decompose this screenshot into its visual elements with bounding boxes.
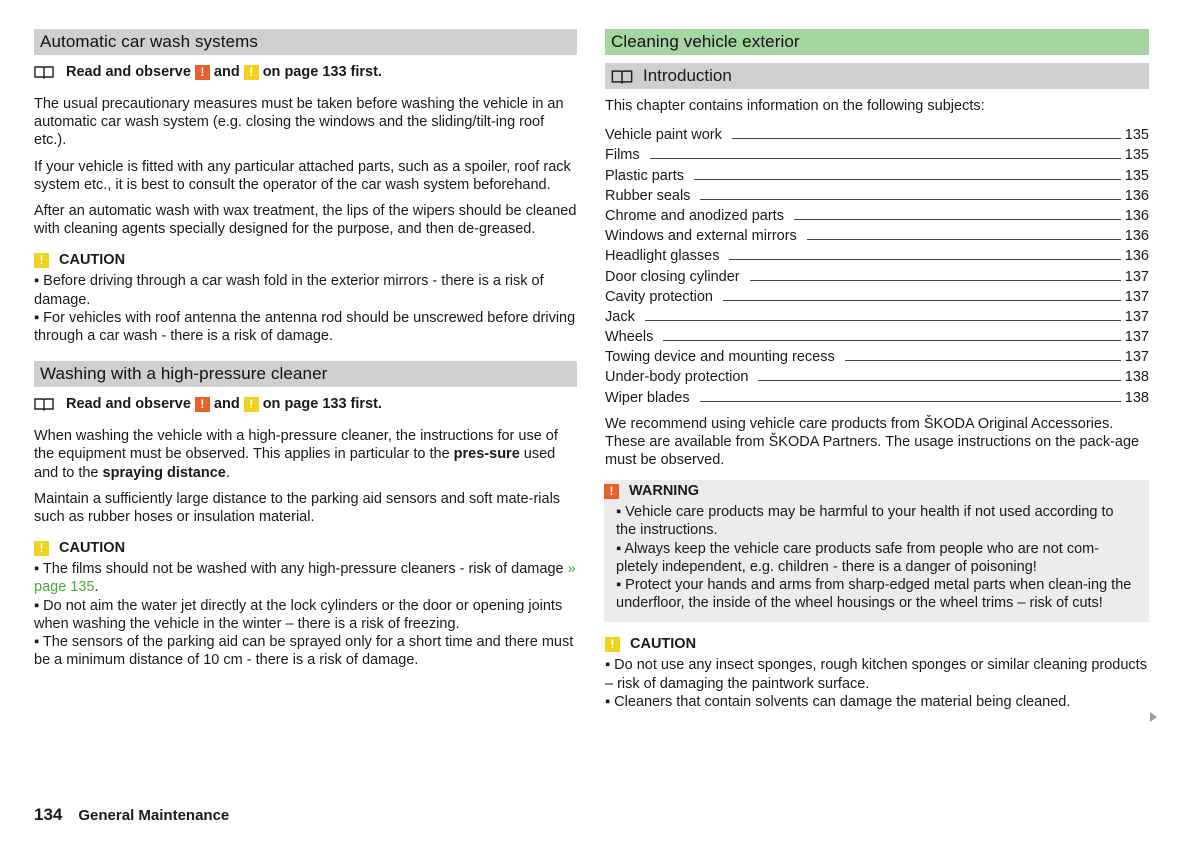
caution-text: The sensors of the parking aid can be sprayed only for a short time and there must be a minimum distance of 10 cm - there is a risk of damage. bbox=[34, 634, 574, 669]
caution-text: Do not use any insect sponges, rough kitchen sponges or similar cleaning products – risk of damaging the paintwork surface. bbox=[605, 657, 1147, 692]
caution-bullet: ▪ For vehicles with roof antenna the antenna rod should be unscrewed before driving through a car wash - there is a risk of damage. bbox=[34, 309, 576, 345]
read-prefix: Read and observe bbox=[66, 396, 191, 413]
introduction-title: Introduction bbox=[643, 66, 732, 85]
toc-page-number: 137 bbox=[1124, 349, 1149, 366]
toc-label: Towing device and mounting recess bbox=[605, 349, 835, 366]
read-and-observe-note bbox=[34, 63, 577, 81]
toc-label: Wiper blades bbox=[605, 389, 690, 406]
caution-label: CAUTION bbox=[59, 252, 126, 269]
warning-text: Always keep the vehicle care products safe from people who are not com-pletely independent, e.g. children - there is a danger of poisoning! bbox=[616, 540, 1100, 575]
page-number: 134 bbox=[34, 805, 63, 824]
toc-page-number: 138 bbox=[1124, 389, 1149, 406]
read-prefix: Read and observe bbox=[66, 64, 191, 80]
toc-entry[interactable] bbox=[605, 245, 1149, 265]
bold-term: spraying distance bbox=[102, 464, 226, 481]
warning-heading bbox=[604, 482, 1137, 500]
text-run: . bbox=[94, 579, 99, 596]
book-icon bbox=[34, 397, 54, 411]
toc-page-number: 136 bbox=[1124, 187, 1149, 204]
paragraph: We recommend using vehicle care products from ŠKODA Original Accessories. These are available from ŠKODA Partners. The usage instructions on the pack-age must be observed. bbox=[605, 415, 1140, 469]
toc-entry[interactable] bbox=[605, 346, 1149, 366]
table-of-contents bbox=[605, 124, 1149, 407]
caution-symbol-icon: ! bbox=[605, 637, 620, 652]
toc-entry[interactable] bbox=[605, 144, 1149, 164]
toc-leader bbox=[723, 300, 1121, 301]
caution-label: CAUTION bbox=[59, 540, 126, 557]
toc-leader bbox=[700, 199, 1120, 200]
caution-text: Before driving through a car wash fold in the exterior mirrors - there is a risk of damage. bbox=[34, 273, 544, 308]
toc-label: Under-body protection bbox=[605, 369, 749, 386]
page-footer bbox=[34, 805, 229, 825]
toc-page-number: 135 bbox=[1124, 147, 1149, 164]
warning-label: WARNING bbox=[629, 483, 700, 500]
paragraph: The usual precautionary measures must be taken before washing the vehicle in an automatic car wash system (e.g. closing the windows and the sliding/tilt-ing roof etc.). bbox=[34, 96, 564, 149]
toc-page-number: 137 bbox=[1124, 329, 1149, 346]
right-column bbox=[605, 29, 1149, 711]
read-and: and bbox=[213, 396, 240, 413]
toc-page-number: 136 bbox=[1124, 248, 1149, 265]
paragraph: If your vehicle is fitted with any particular attached parts, such as a spoiler, roof rack system etc., it is best to consult the operator of the car wash system beforehand. bbox=[34, 158, 571, 193]
toc-leader bbox=[794, 219, 1121, 220]
warning-bullet: ▪ Protect your hands and arms from sharp-edged metal parts when clean-ing the underfloor, the inside of the wheel housings or the wheel trims – risk of cuts! bbox=[616, 577, 1132, 612]
toc-page-number: 137 bbox=[1124, 308, 1149, 325]
caution-bullet: ▪ Do not use any insect sponges, rough kitchen sponges or similar cleaning products – risk of damaging the paintwork surface. bbox=[605, 657, 1147, 692]
text-run: used and to the bbox=[34, 446, 556, 481]
toc-leader bbox=[758, 380, 1120, 381]
warning-text: Vehicle care products may be harmful to your health if not used according to the instructions. bbox=[616, 504, 1114, 539]
left-column bbox=[34, 29, 577, 669]
toc-leader bbox=[700, 401, 1121, 402]
caution-heading bbox=[34, 251, 577, 269]
toc-page-number: 138 bbox=[1124, 369, 1149, 386]
caution-symbol-icon: ! bbox=[244, 65, 259, 80]
toc-leader bbox=[807, 239, 1121, 240]
read-and-observe-note bbox=[34, 395, 577, 413]
warning-symbol-icon: ! bbox=[195, 65, 210, 80]
warning-bullet: ▪ Vehicle care products may be harmful to your health if not used according to the instructions. bbox=[616, 504, 1114, 539]
toc-page-number: 137 bbox=[1124, 288, 1149, 305]
warning-box bbox=[604, 480, 1149, 622]
text-run: When washing the vehicle with a high-pressure cleaner, the instructions for use of the equipment must be observed. This applies in particular to the bbox=[34, 428, 558, 463]
paragraph bbox=[34, 427, 577, 482]
toc-label: Vehicle paint work bbox=[605, 127, 722, 144]
chapter-name: General Maintenance bbox=[78, 807, 230, 824]
toc-page-number: 136 bbox=[1124, 228, 1149, 245]
toc-label: Rubber seals bbox=[605, 187, 691, 204]
read-suffix: on page 133 first. bbox=[262, 396, 382, 413]
toc-label: Jack bbox=[605, 308, 635, 325]
caution-label: CAUTION bbox=[630, 636, 697, 653]
caution-bullet: ▪ Do not aim the water jet directly at the lock cylinders or the door or opening joints when washing the vehicle in the winter – there is a risk of freezing. bbox=[34, 597, 563, 632]
section-heading-car-wash: Automatic car wash systems bbox=[34, 29, 577, 55]
caution-bullet: ▪ Before driving through a car wash fold in the exterior mirrors - there is a risk of damage. bbox=[34, 273, 544, 308]
toc-entry[interactable] bbox=[605, 205, 1149, 225]
chapter-heading: Cleaning vehicle exterior bbox=[605, 29, 1149, 55]
warning-symbol-icon: ! bbox=[604, 484, 619, 499]
toc-label: Films bbox=[605, 147, 640, 164]
toc-entry[interactable] bbox=[605, 306, 1149, 326]
introduction-heading bbox=[605, 63, 1149, 89]
toc-page-number: 137 bbox=[1124, 268, 1149, 285]
caution-bullet: ▪ The films should not be washed with any high-pressure cleaners - risk of damage » page 135. bbox=[34, 561, 576, 596]
toc-label: Plastic parts bbox=[605, 167, 684, 184]
toc-label: Windows and external mirrors bbox=[605, 228, 797, 245]
warning-text: Protect your hands and arms from sharp-edged metal parts when clean-ing the underfloor, the inside of the wheel housings or the wheel trims – risk of cuts! bbox=[616, 577, 1132, 612]
toc-entry[interactable] bbox=[605, 265, 1149, 285]
toc-entry[interactable] bbox=[605, 225, 1149, 245]
bold-term: pres-sure bbox=[453, 446, 520, 463]
toc-entry[interactable] bbox=[605, 366, 1149, 386]
book-icon bbox=[34, 65, 54, 79]
toc-leader bbox=[845, 360, 1121, 361]
caution-text: The films should not be washed with any high-pressure cleaners - risk of damage bbox=[42, 561, 568, 578]
caution-symbol-icon: ! bbox=[244, 397, 259, 412]
toc-entry[interactable] bbox=[605, 286, 1149, 306]
caution-heading bbox=[34, 539, 577, 557]
page-link[interactable]: » page 135 bbox=[34, 561, 576, 596]
toc-leader bbox=[663, 340, 1120, 341]
warning-symbol-icon: ! bbox=[195, 397, 210, 412]
read-and: and bbox=[213, 64, 240, 80]
next-page-arrow-icon[interactable] bbox=[1150, 712, 1157, 722]
toc-page-number: 136 bbox=[1124, 207, 1149, 224]
intro-text: This chapter contains information on the following subjects: bbox=[605, 98, 985, 114]
toc-entry[interactable] bbox=[605, 386, 1149, 406]
toc-entry[interactable] bbox=[605, 326, 1149, 346]
toc-leader bbox=[650, 158, 1121, 159]
caution-heading bbox=[605, 635, 1149, 653]
caution-text: For vehicles with roof antenna the antenna rod should be unscrewed before driving through a car wash - there is a risk of damage. bbox=[34, 309, 576, 345]
toc-label: Chrome and anodized parts bbox=[605, 207, 784, 224]
warning-bullet: ▪ Always keep the vehicle care products safe from people who are not com-pletely independent, e.g. children - there is a danger of poisoning! bbox=[616, 540, 1100, 575]
toc-label: Wheels bbox=[605, 329, 654, 346]
toc-label: Door closing cylinder bbox=[605, 268, 740, 285]
toc-label: Cavity protection bbox=[605, 288, 713, 305]
section-heading-high-pressure: Washing with a high-pressure cleaner bbox=[34, 361, 577, 387]
text-run: . bbox=[225, 464, 230, 481]
caution-symbol-icon: ! bbox=[34, 253, 49, 268]
toc-leader bbox=[694, 179, 1121, 180]
caution-text: Cleaners that contain solvents can damage the material being cleaned. bbox=[614, 693, 1071, 710]
toc-leader bbox=[750, 280, 1121, 281]
book-icon bbox=[611, 69, 633, 84]
paragraph: After an automatic wash with wax treatment, the lips of the wipers should be cleaned with cleaning agents specially designed for the purpose, and then de-greased. bbox=[34, 203, 577, 238]
caution-text: Do not aim the water jet directly at the lock cylinders or the door or opening joints when washing the vehicle in the winter – there is a risk of freezing. bbox=[34, 597, 563, 632]
toc-entry[interactable] bbox=[605, 164, 1149, 184]
caution-symbol-icon: ! bbox=[34, 541, 49, 556]
toc-page-number: 135 bbox=[1124, 127, 1149, 144]
caution-bullet: ▪ Cleaners that contain solvents can damage the material being cleaned. bbox=[605, 693, 1071, 710]
toc-entry[interactable] bbox=[605, 185, 1149, 205]
toc-entry[interactable] bbox=[605, 124, 1149, 144]
caution-bullet: ▪ The sensors of the parking aid can be sprayed only for a short time and there must be a minimum distance of 10 cm - there is a risk of damage. bbox=[34, 634, 574, 669]
toc-page-number: 135 bbox=[1124, 167, 1149, 184]
read-suffix: on page 133 first. bbox=[262, 64, 382, 80]
toc-label: Headlight glasses bbox=[605, 248, 720, 265]
toc-leader bbox=[645, 320, 1121, 321]
toc-leader bbox=[729, 259, 1120, 260]
paragraph: Maintain a sufficiently large distance to the parking aid sensors and soft mate-rials such as rubber hoses or insulation material. bbox=[34, 490, 561, 526]
toc-leader bbox=[732, 138, 1121, 139]
